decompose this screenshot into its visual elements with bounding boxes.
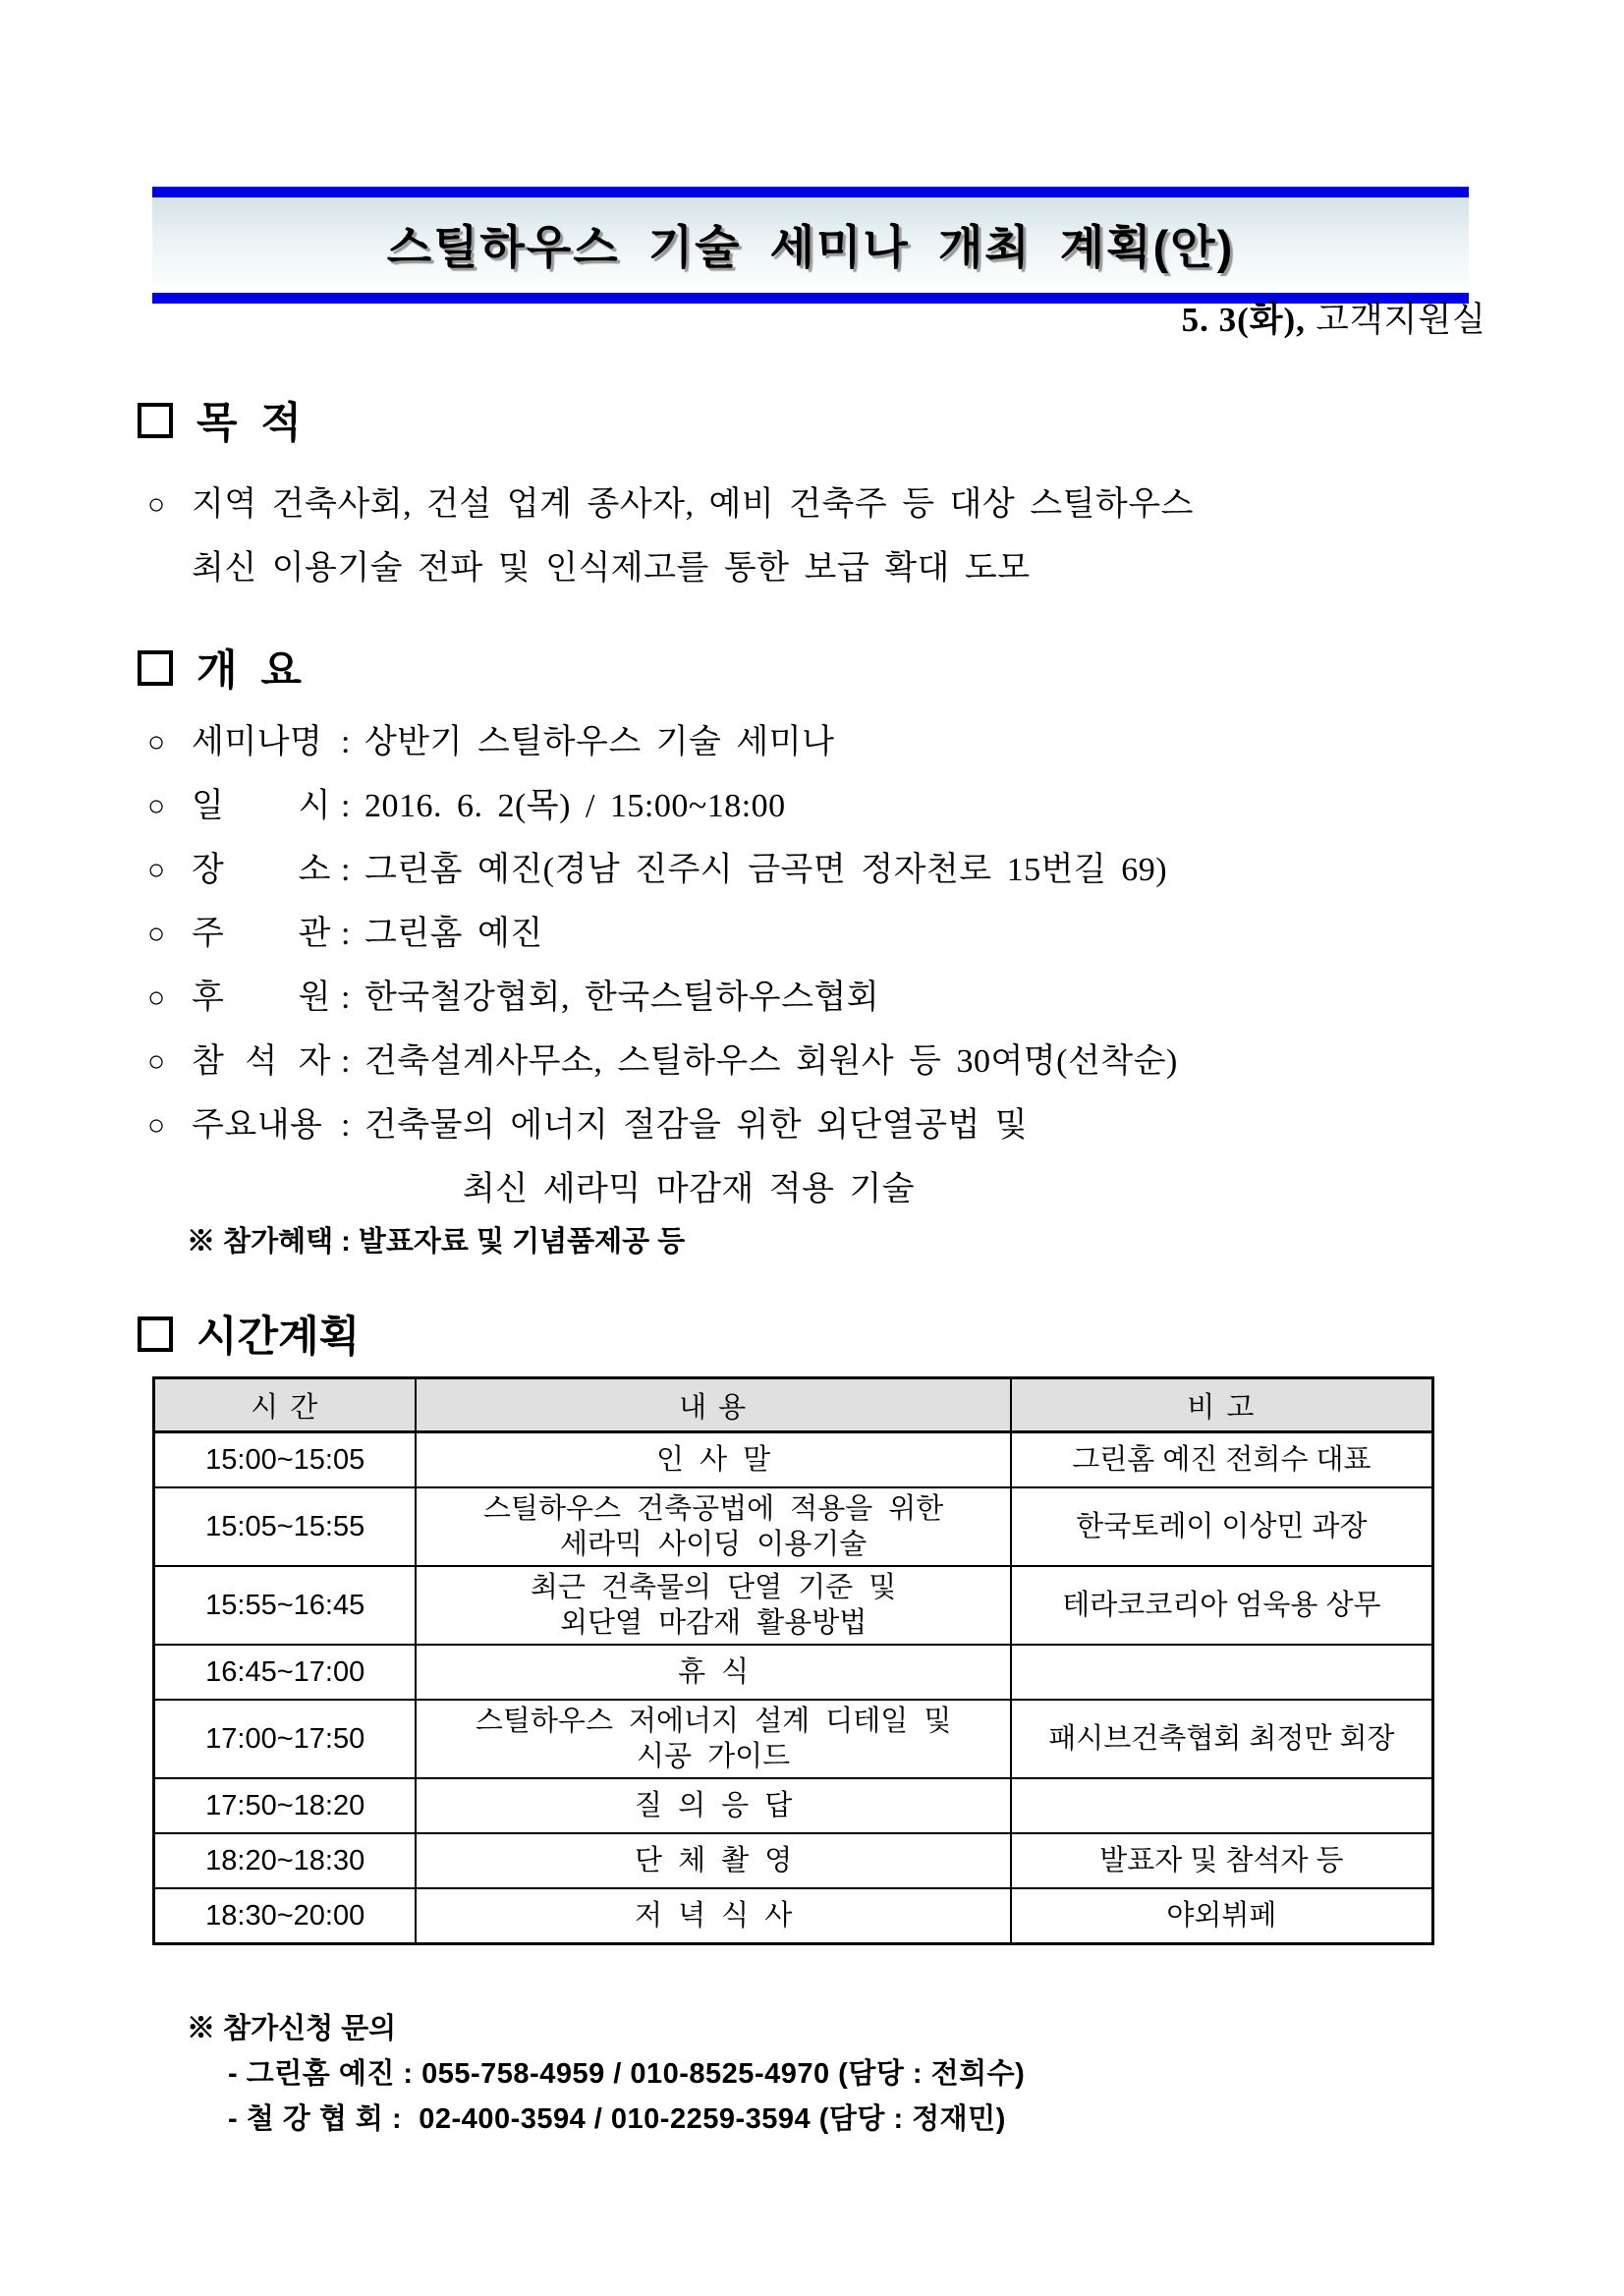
overview-item-value: 한국철강협회, 한국스틸하우스협회 bbox=[364, 980, 880, 1016]
cell-time: 18:30~20:00 bbox=[154, 1888, 417, 1944]
table-row-2 bbox=[154, 1566, 1433, 1645]
overview-list bbox=[138, 710, 1493, 1221]
section-heading-overview bbox=[138, 645, 1493, 697]
column-header-time: 시 간 bbox=[154, 1378, 417, 1432]
title-banner bbox=[152, 187, 1469, 304]
overview-item-value: 건축설계사무소, 스틸하우스 회원사 등 30여명(선착순) bbox=[364, 1043, 1178, 1080]
cell-content-line: 스틸하우스 건축공법에 적용을 위한 bbox=[482, 1493, 944, 1525]
schedule-table bbox=[152, 1376, 1434, 1945]
circle-bullet-icon: ○ bbox=[147, 790, 166, 822]
overview-item-label: 장 소 bbox=[192, 852, 331, 888]
cell-note: 테라코코리아 엄욱용 상무 bbox=[1011, 1566, 1433, 1645]
overview-item-value: 건축물의 에너지 절감을 위한 외단열공법 및 bbox=[364, 1107, 1029, 1144]
overview-item-1 bbox=[138, 774, 1493, 838]
circle-bullet-icon: ○ bbox=[147, 918, 166, 950]
cell-time: 15:05~15:55 bbox=[154, 1487, 417, 1566]
purpose-heading-label: 목 적 bbox=[196, 400, 302, 447]
overview-item-colon: : bbox=[341, 852, 351, 888]
overview-item-5 bbox=[138, 1030, 1493, 1093]
overview-item-colon: : bbox=[341, 788, 351, 824]
contact-section bbox=[138, 2006, 1493, 2142]
cell-time: 15:00~15:05 bbox=[154, 1432, 417, 1488]
circle-bullet-icon: ○ bbox=[147, 981, 166, 1014]
table-row-1 bbox=[154, 1487, 1433, 1566]
circle-bullet-icon: ○ bbox=[147, 726, 166, 758]
cell-note: 그린홈 예진 전희수 대표 bbox=[1011, 1432, 1433, 1488]
department-text: 고객지원실 bbox=[1315, 301, 1486, 339]
contact-line-1: - 철 강 협 회 : 02-400-3594 / 010-2259-3594 (담당 : 정재민) bbox=[228, 2103, 1006, 2135]
purpose-item bbox=[138, 473, 1493, 600]
benefit-note: ※ 참가혜택 : 발표자료 및 기념품제공 등 bbox=[187, 1226, 686, 1258]
overview-item-text bbox=[192, 1093, 1493, 1221]
overview-item-label: 주요내용 bbox=[192, 1107, 323, 1144]
schedule-heading-label: 시간계획 bbox=[196, 1314, 361, 1361]
contact-heading: ※ 참가신청 문의 bbox=[187, 2013, 397, 2044]
circle-bullet-icon: ○ bbox=[147, 1109, 166, 1142]
cell-time: 18:20~18:30 bbox=[154, 1833, 417, 1888]
circle-bullet-icon: ○ bbox=[147, 488, 166, 521]
table-row-6 bbox=[154, 1833, 1433, 1888]
overview-item-label: 세미나명 bbox=[192, 724, 323, 760]
overview-item-4 bbox=[138, 966, 1493, 1030]
overview-item-value-continuation: 최신 세라믹 마감재 적용 기술 bbox=[463, 1171, 916, 1207]
overview-item-3 bbox=[138, 902, 1493, 966]
table-row-0 bbox=[154, 1432, 1433, 1488]
cell-content-line: 저 녁 식 사 bbox=[635, 1900, 793, 1932]
table-row-5 bbox=[154, 1778, 1433, 1833]
overview-item-label: 후 원 bbox=[192, 980, 331, 1016]
overview-item-2 bbox=[138, 838, 1493, 902]
purpose-text bbox=[192, 473, 1493, 600]
cell-content-line: 최근 건축물의 단열 기준 및 bbox=[530, 1572, 897, 1603]
cell-content-line: 외단열 마감재 활용방법 bbox=[559, 1607, 868, 1639]
schedule-table-wrap bbox=[138, 1376, 1493, 1945]
table-header-row bbox=[154, 1378, 1433, 1432]
overview-item-text bbox=[192, 838, 1493, 902]
overview-item-value: 그린홈 예진(경남 진주시 금곡면 정자천로 15번길 69) bbox=[364, 852, 1168, 888]
cell-content bbox=[416, 1432, 1010, 1488]
cell-content-line: 시공 가이드 bbox=[637, 1741, 791, 1772]
cell-content-line: 스틸하우스 저에너지 설계 디테일 및 bbox=[475, 1706, 952, 1737]
document-body bbox=[138, 398, 1493, 2142]
cell-content bbox=[416, 1487, 1010, 1566]
cell-content-line: 단 체 촬 영 bbox=[635, 1845, 793, 1876]
cell-time: 15:55~16:45 bbox=[154, 1566, 417, 1645]
table-row-3 bbox=[154, 1645, 1433, 1700]
cell-time: 17:00~17:50 bbox=[154, 1700, 417, 1778]
cell-content-line: 질 의 응 답 bbox=[635, 1790, 793, 1821]
cell-content bbox=[416, 1566, 1010, 1645]
cell-note: 패시브건축협회 최정만 회장 bbox=[1011, 1700, 1433, 1778]
cell-content bbox=[416, 1778, 1010, 1833]
overview-item-colon: : bbox=[341, 1043, 351, 1080]
column-header-content: 내 용 bbox=[416, 1378, 1010, 1432]
section-heading-schedule bbox=[138, 1312, 1493, 1363]
overview-item-value: 2016. 6. 2(목) / 15:00~18:00 bbox=[364, 788, 786, 824]
overview-item-value: 그린홈 예진 bbox=[364, 916, 543, 952]
section-heading-purpose bbox=[138, 398, 1493, 449]
overview-item-colon: : bbox=[341, 1107, 351, 1144]
cell-content bbox=[416, 1888, 1010, 1944]
cell-content-line: 휴 식 bbox=[678, 1656, 750, 1688]
date-line bbox=[1182, 293, 1486, 342]
purpose-line-1: 지역 건축사회, 건설 업계 종사자, 예비 건축주 등 대상 스틸하우스 bbox=[192, 486, 1194, 523]
overview-heading-label: 개 요 bbox=[196, 647, 302, 695]
cell-content bbox=[416, 1700, 1010, 1778]
cell-note bbox=[1011, 1645, 1433, 1700]
page-title: 스틸하우스 기술 세미나 개최 계획(안) bbox=[386, 221, 1235, 273]
overview-item-value: 상반기 스틸하우스 기술 세미나 bbox=[364, 724, 835, 760]
column-header-note: 비 고 bbox=[1011, 1378, 1433, 1432]
table-row-4 bbox=[154, 1700, 1433, 1778]
overview-item-colon: : bbox=[341, 980, 351, 1016]
purpose-line-2: 최신 이용기술 전파 및 인식제고를 통한 보급 확대 도모 bbox=[192, 550, 1031, 587]
overview-item-label: 참 석 자 bbox=[192, 1043, 331, 1080]
square-bullet-icon bbox=[138, 403, 173, 438]
cell-content bbox=[416, 1833, 1010, 1888]
overview-item-6 bbox=[138, 1093, 1493, 1221]
contact-line-0: - 그린홈 예진 : 055-758-4959 / 010-8525-4970 (담당 : 전희수) bbox=[228, 2058, 1026, 2090]
cell-time: 17:50~18:20 bbox=[154, 1778, 417, 1833]
overview-item-text bbox=[192, 966, 1493, 1030]
overview-item-text bbox=[192, 710, 1493, 774]
cell-note: 발표자 및 참석자 등 bbox=[1011, 1833, 1433, 1888]
overview-item-text bbox=[192, 774, 1493, 838]
cell-content-line: 인 사 말 bbox=[656, 1444, 771, 1476]
circle-bullet-icon: ○ bbox=[147, 854, 166, 886]
cell-note: 야외뷔페 bbox=[1011, 1888, 1433, 1944]
square-bullet-icon bbox=[138, 650, 173, 686]
overview-item-label: 일 시 bbox=[192, 788, 331, 824]
date-text: 5. 3(화), bbox=[1181, 301, 1306, 339]
table-row-7 bbox=[154, 1888, 1433, 1944]
square-bullet-icon bbox=[138, 1316, 173, 1352]
overview-item-0 bbox=[138, 710, 1493, 774]
overview-item-text bbox=[192, 1030, 1493, 1093]
cell-time: 16:45~17:00 bbox=[154, 1645, 417, 1700]
cell-content bbox=[416, 1645, 1010, 1700]
overview-item-label: 주 관 bbox=[192, 916, 331, 952]
overview-item-colon: : bbox=[341, 916, 351, 952]
overview-item-colon: : bbox=[341, 724, 351, 760]
circle-bullet-icon: ○ bbox=[147, 1045, 166, 1078]
cell-content-line: 세라믹 사이딩 이용기술 bbox=[559, 1529, 868, 1560]
cell-note bbox=[1011, 1778, 1433, 1833]
overview-item-text bbox=[192, 902, 1493, 966]
contact-lines bbox=[138, 2051, 1493, 2142]
cell-note: 한국토레이 이상민 과장 bbox=[1011, 1487, 1433, 1566]
